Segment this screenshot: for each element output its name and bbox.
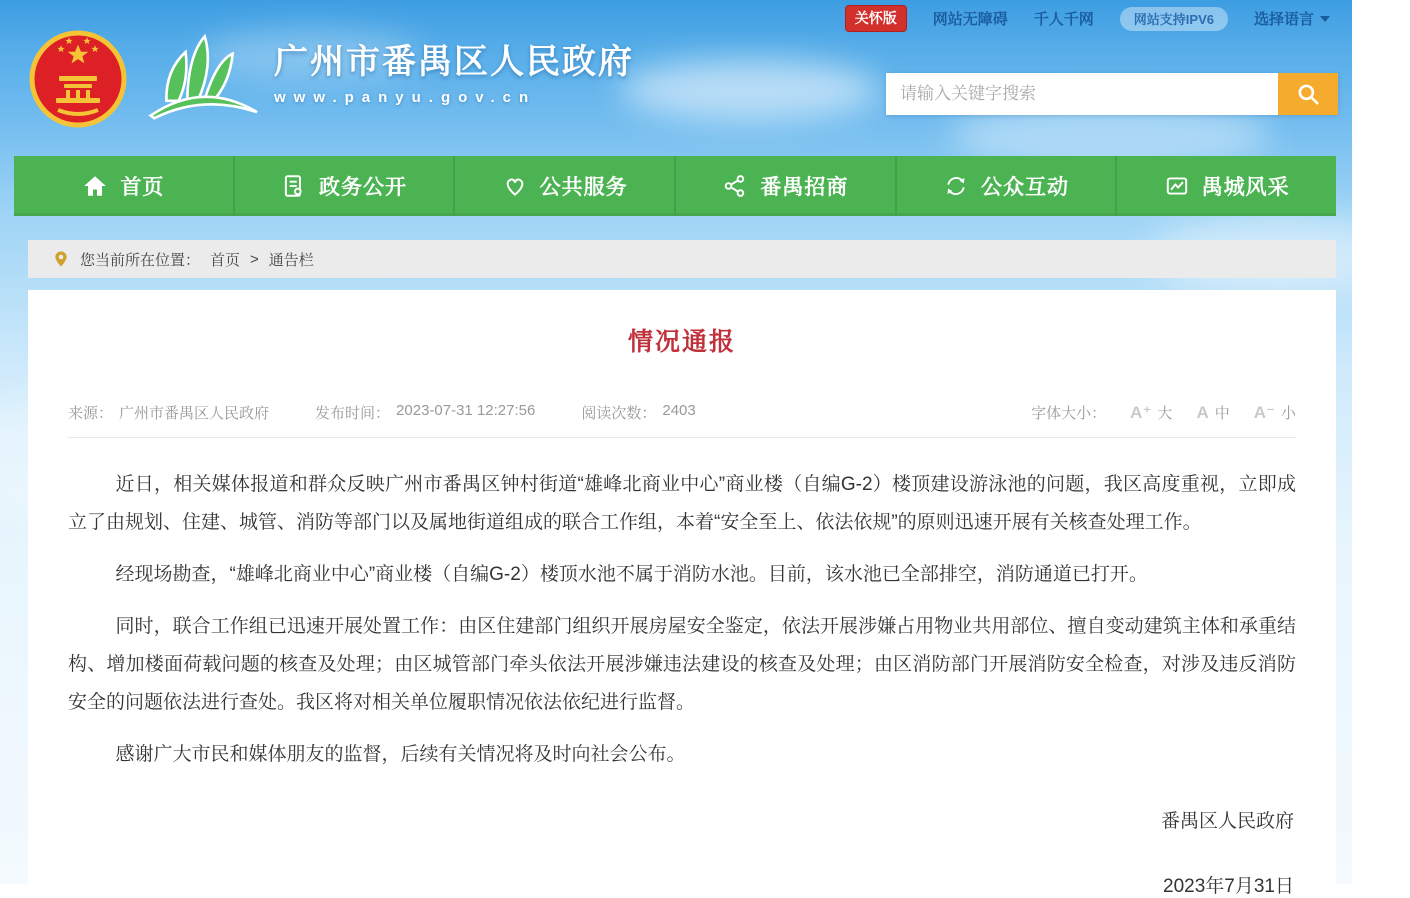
search-input[interactable]	[886, 73, 1278, 115]
nav-item-public-interaction[interactable]	[897, 156, 1118, 216]
breadcrumb-prefix: 您当前所在位置：	[80, 251, 201, 269]
sync-icon	[943, 173, 969, 199]
nav-item-public-services[interactable]	[455, 156, 676, 216]
breadcrumb-home-link[interactable]: 首页	[210, 251, 241, 269]
meta-source	[68, 402, 269, 423]
fontsize-medium-symbol: A	[1196, 403, 1209, 422]
share-icon	[722, 173, 748, 199]
fontsize-small-button[interactable]	[1254, 402, 1296, 423]
language-selector[interactable]	[1254, 8, 1330, 29]
nav-item-label: 禺城风采	[1201, 176, 1290, 199]
site-title: 广州市番禺区人民政府	[274, 43, 634, 81]
nav-item-city-highlights[interactable]	[1117, 156, 1336, 216]
fontsize-small-symbol: A⁻	[1253, 403, 1275, 422]
main-nav	[14, 156, 1336, 216]
ipv6-support-badge: 网站支持IPV6	[1120, 7, 1228, 31]
national-emblem	[28, 28, 128, 130]
nav-item-label: 首页	[120, 176, 165, 199]
location-pin-icon	[52, 250, 70, 268]
search-bar	[886, 73, 1338, 115]
utility-bar	[845, 5, 1330, 32]
nav-item-government-affairs[interactable]	[235, 156, 456, 216]
fontsize-large-label: 大	[1157, 405, 1173, 422]
article-title: 情况通报	[627, 328, 736, 356]
breadcrumb-separator: >	[250, 250, 259, 268]
cloud-decoration	[620, 60, 880, 120]
breadcrumb-current[interactable]: 通告栏	[268, 251, 314, 269]
meta-views	[581, 402, 695, 423]
fontsize-small-label: 小	[1280, 405, 1296, 422]
meta-publish-time	[315, 402, 535, 423]
meta-views-label: 阅读次数：	[581, 405, 657, 422]
article-date: 2023年7月31日	[1163, 876, 1294, 897]
article-body	[68, 466, 1296, 774]
care-version-button[interactable]: 关怀版	[845, 5, 907, 32]
breadcrumb	[28, 240, 1336, 278]
document-icon	[281, 173, 307, 199]
site-title-block	[274, 34, 634, 124]
nav-item-investment[interactable]	[676, 156, 897, 216]
article-paragraph: 近日，相关媒体报道和群众反映广州市番禺区钟村街道“雄峰北商业中心”商业楼（自编G-2）楼顶建设游泳池的问题，我区高度重视，立即成立了由规划、住建、城管、消防等部门以及属地街道组成的联合工作组，本着“安全至上、依法依规”的原则迅速开展有关核查处理工作。	[68, 474, 1296, 533]
fontsize-label: 字体大小：	[1031, 405, 1107, 422]
nav-item-label: 政务公开	[319, 176, 407, 199]
meta-views-value: 2403	[662, 402, 696, 419]
nav-item-home[interactable]	[14, 156, 235, 216]
nav-item-label: 公共服务	[539, 176, 628, 199]
site-header	[28, 28, 634, 130]
fontsize-medium-button[interactable]	[1196, 402, 1229, 423]
fontsize-medium-label: 中	[1214, 405, 1230, 422]
meta-source-label: 来源：	[68, 405, 114, 422]
fontsize-large-button[interactable]	[1130, 402, 1172, 423]
fontsize-controls	[1031, 402, 1296, 423]
heart-icon	[502, 173, 528, 199]
article-paragraph: 同时，联合工作组已迅速开展处置工作：由区住建部门组织开展房屋安全鉴定，依法开展涉嫌占用物业共用部位、擅自变动建筑主体和承重结构、增加楼面荷载问题的核查及处理；由区城管部门牵头依法开展涉嫌违法建设的核查及处理；由区消防部门开展消防安全检查，对涉及违反消防安全的问题依法进行查处。我区将对相关单位履职情况依法依纪进行监督。	[68, 616, 1296, 713]
article-paragraph: 经现场勘查，“雄峰北商业中心”商业楼（自编G-2）楼顶水池不属于消防水池。目前，该水池已全部排空，消防通道已打开。	[115, 564, 1148, 585]
nav-item-label: 番禺招商	[760, 176, 849, 199]
article-panel	[28, 290, 1336, 897]
article-signature: 番禺区人民政府	[1160, 811, 1294, 832]
fontsize-large-symbol: A⁺	[1130, 403, 1152, 422]
qianren-qianwang-link[interactable]: 千人千网	[1033, 11, 1094, 28]
search-button[interactable]	[1278, 73, 1338, 115]
meta-publish-label: 发布时间：	[315, 405, 391, 422]
nav-item-label: 公众互动	[981, 176, 1070, 199]
site-logo	[142, 31, 264, 127]
article-meta	[68, 402, 1296, 438]
home-icon	[82, 173, 108, 199]
chevron-down-icon	[1320, 16, 1330, 22]
meta-publish-value: 2023-07-31 12:27:56	[396, 402, 536, 419]
meta-source-value: 广州市番禺区人民政府	[119, 405, 270, 422]
search-icon	[1295, 81, 1321, 107]
article-paragraph: 感谢广大市民和媒体朋友的监督，后续有关情况将及时向社会公布。	[115, 744, 686, 765]
image-icon	[1164, 173, 1190, 199]
accessibility-link[interactable]: 网站无障碍	[932, 11, 1008, 28]
language-selector-label: 选择语言	[1253, 11, 1314, 28]
site-url: www.panyu.gov.cn	[274, 89, 537, 106]
